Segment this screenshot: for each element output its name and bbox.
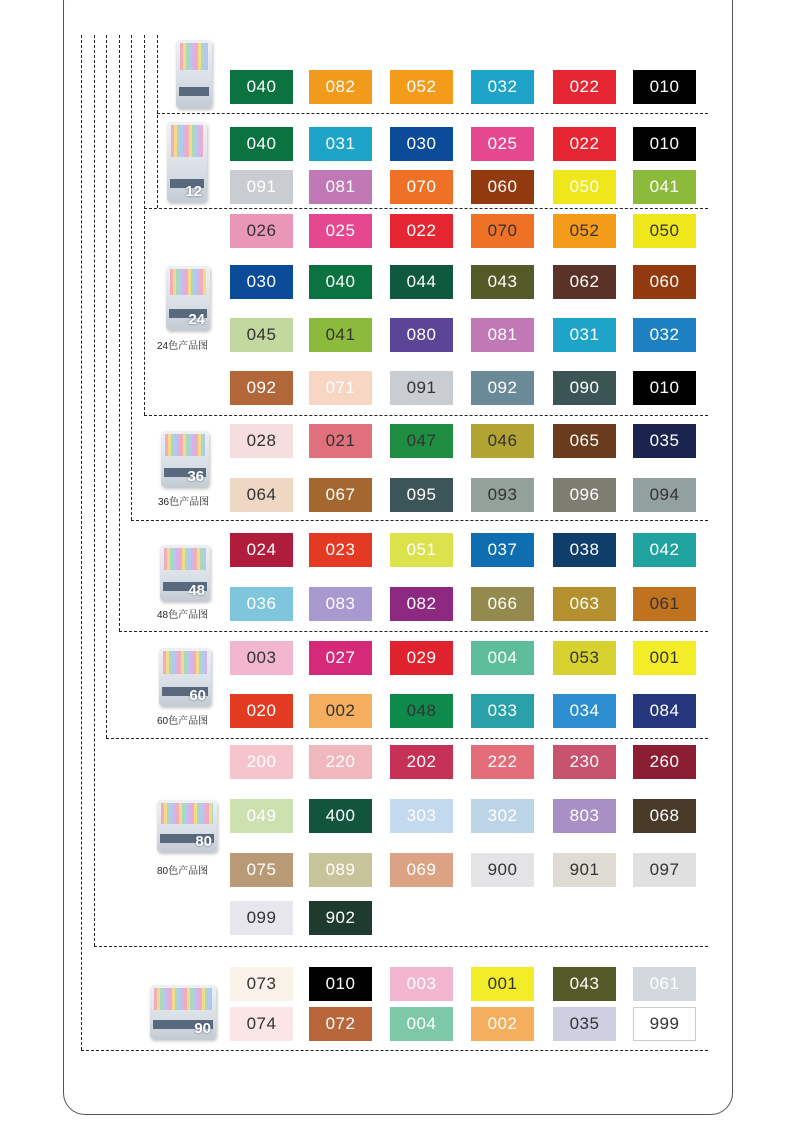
color-swatch: 022 — [553, 70, 616, 104]
bracket-line — [106, 35, 107, 738]
color-swatch: 030 — [390, 127, 453, 161]
color-swatch: 048 — [390, 694, 453, 728]
color-swatch: 084 — [633, 694, 696, 728]
set-count-label: 80 — [195, 833, 212, 850]
color-swatch: 051 — [390, 533, 453, 567]
color-swatch: 081 — [471, 318, 534, 352]
bracket-line — [81, 35, 82, 1050]
color-swatch: 024 — [230, 533, 293, 567]
color-swatch: 202 — [390, 745, 453, 779]
bracket-line — [106, 738, 708, 739]
bracket-line — [94, 35, 95, 946]
color-swatch: 002 — [471, 1007, 534, 1041]
marker-set-image — [176, 40, 212, 108]
color-swatch: 049 — [230, 799, 293, 833]
color-swatch: 082 — [390, 587, 453, 621]
color-swatch: 074 — [230, 1007, 293, 1041]
color-swatch: 002 — [309, 694, 372, 728]
color-swatch: 068 — [633, 799, 696, 833]
color-swatch: 303 — [390, 799, 453, 833]
bracket-line — [119, 35, 120, 631]
color-swatch: 060 — [471, 170, 534, 204]
color-swatch: 001 — [471, 967, 534, 1001]
color-swatch: 061 — [633, 967, 696, 1001]
color-swatch: 070 — [471, 214, 534, 248]
color-swatch: 041 — [309, 318, 372, 352]
color-swatch: 038 — [553, 533, 616, 567]
color-swatch: 036 — [230, 587, 293, 621]
color-swatch: 043 — [553, 967, 616, 1001]
color-swatch: 803 — [553, 799, 616, 833]
bracket-line — [144, 208, 708, 209]
color-swatch: 040 — [230, 127, 293, 161]
color-swatch: 089 — [309, 853, 372, 887]
color-swatch: 061 — [633, 587, 696, 621]
color-swatch: 035 — [633, 424, 696, 458]
color-swatch: 040 — [230, 70, 293, 104]
color-swatch: 901 — [553, 853, 616, 887]
color-swatch: 222 — [471, 745, 534, 779]
color-swatch: 041 — [633, 170, 696, 204]
color-swatch: 053 — [553, 641, 616, 675]
color-swatch: 064 — [230, 478, 293, 512]
color-swatch: 025 — [309, 214, 372, 248]
color-swatch: 052 — [553, 214, 616, 248]
color-swatch: 067 — [309, 478, 372, 512]
color-swatch: 062 — [553, 265, 616, 299]
color-swatch: 023 — [309, 533, 372, 567]
bracket-line — [144, 415, 708, 416]
color-swatch: 400 — [309, 799, 372, 833]
color-swatch: 047 — [390, 424, 453, 458]
color-swatch: 031 — [553, 318, 616, 352]
color-swatch: 004 — [390, 1007, 453, 1041]
color-swatch: 080 — [390, 318, 453, 352]
color-swatch: 097 — [633, 853, 696, 887]
color-swatch: 065 — [553, 424, 616, 458]
color-swatch: 046 — [471, 424, 534, 458]
color-swatch: 043 — [471, 265, 534, 299]
bracket-line — [131, 35, 132, 520]
color-swatch: 999 — [633, 1007, 696, 1041]
marker-set-image — [159, 648, 211, 706]
color-swatch: 010 — [633, 70, 696, 104]
color-swatch: 034 — [553, 694, 616, 728]
color-swatch: 040 — [309, 265, 372, 299]
color-swatch: 302 — [471, 799, 534, 833]
color-swatch: 031 — [309, 127, 372, 161]
color-swatch: 028 — [230, 424, 293, 458]
color-swatch: 220 — [309, 745, 372, 779]
color-swatch: 230 — [553, 745, 616, 779]
color-swatch: 060 — [633, 265, 696, 299]
color-swatch: 022 — [390, 214, 453, 248]
set-caption: 48色产品图 — [157, 610, 209, 621]
color-swatch: 004 — [471, 641, 534, 675]
color-swatch: 260 — [633, 745, 696, 779]
color-swatch: 032 — [633, 318, 696, 352]
color-swatch: 027 — [309, 641, 372, 675]
bracket-line — [119, 631, 708, 632]
color-swatch: 066 — [471, 587, 534, 621]
color-swatch: 094 — [633, 478, 696, 512]
color-swatch: 072 — [309, 1007, 372, 1041]
color-swatch: 042 — [633, 533, 696, 567]
set-caption: 24色产品图 — [157, 341, 209, 352]
marker-set-image — [150, 985, 216, 1039]
color-swatch: 001 — [633, 641, 696, 675]
bracket-line — [144, 35, 145, 415]
color-swatch: 010 — [633, 371, 696, 405]
color-swatch: 045 — [230, 318, 293, 352]
color-swatch: 052 — [390, 70, 453, 104]
color-swatch: 003 — [390, 967, 453, 1001]
set-count-label: 48 — [188, 582, 205, 599]
color-swatch: 092 — [471, 371, 534, 405]
color-swatch: 092 — [230, 371, 293, 405]
color-swatch: 069 — [390, 853, 453, 887]
set-caption: 60色产品图 — [157, 716, 209, 727]
marker-set-image — [166, 266, 210, 330]
marker-set-image — [167, 122, 207, 202]
color-swatch: 091 — [230, 170, 293, 204]
color-swatch: 075 — [230, 853, 293, 887]
color-swatch: 020 — [230, 694, 293, 728]
set-count-label: 36 — [187, 468, 204, 485]
color-swatch: 081 — [309, 170, 372, 204]
color-swatch: 200 — [230, 745, 293, 779]
bracket-line — [131, 520, 708, 521]
color-swatch: 082 — [309, 70, 372, 104]
color-swatch: 050 — [553, 170, 616, 204]
color-swatch: 099 — [230, 901, 293, 935]
set-count-label: 24 — [188, 311, 205, 328]
color-swatch: 071 — [309, 371, 372, 405]
set-count-label: 90 — [194, 1020, 211, 1037]
marker-set-image — [161, 431, 209, 487]
color-swatch: 025 — [471, 127, 534, 161]
color-swatch: 050 — [633, 214, 696, 248]
bracket-line — [81, 1050, 708, 1051]
color-swatch: 035 — [553, 1007, 616, 1041]
color-swatch: 022 — [553, 127, 616, 161]
color-swatch: 029 — [390, 641, 453, 675]
color-swatch: 010 — [633, 127, 696, 161]
marker-set-image — [160, 545, 210, 601]
color-swatch: 083 — [309, 587, 372, 621]
color-swatch: 037 — [471, 533, 534, 567]
set-count-label: 60 — [189, 687, 206, 704]
color-swatch: 063 — [553, 587, 616, 621]
color-swatch: 030 — [230, 265, 293, 299]
color-swatch: 003 — [230, 641, 293, 675]
color-swatch: 093 — [471, 478, 534, 512]
bracket-line — [157, 113, 708, 114]
color-swatch: 032 — [471, 70, 534, 104]
color-swatch: 044 — [390, 265, 453, 299]
set-caption: 80色产品图 — [157, 866, 209, 877]
set-count-label: 12 — [185, 183, 202, 200]
color-swatch: 900 — [471, 853, 534, 887]
color-swatch: 070 — [390, 170, 453, 204]
bracket-line — [157, 35, 158, 208]
color-swatch: 010 — [309, 967, 372, 1001]
color-swatch: 021 — [309, 424, 372, 458]
color-swatch: 095 — [390, 478, 453, 512]
color-swatch: 902 — [309, 901, 372, 935]
color-swatch: 091 — [390, 371, 453, 405]
bracket-line — [94, 946, 708, 947]
marker-set-image — [157, 800, 217, 852]
set-caption: 36色产品图 — [158, 497, 210, 508]
color-swatch: 026 — [230, 214, 293, 248]
color-swatch: 073 — [230, 967, 293, 1001]
color-swatch: 096 — [553, 478, 616, 512]
color-swatch: 033 — [471, 694, 534, 728]
color-swatch: 090 — [553, 371, 616, 405]
